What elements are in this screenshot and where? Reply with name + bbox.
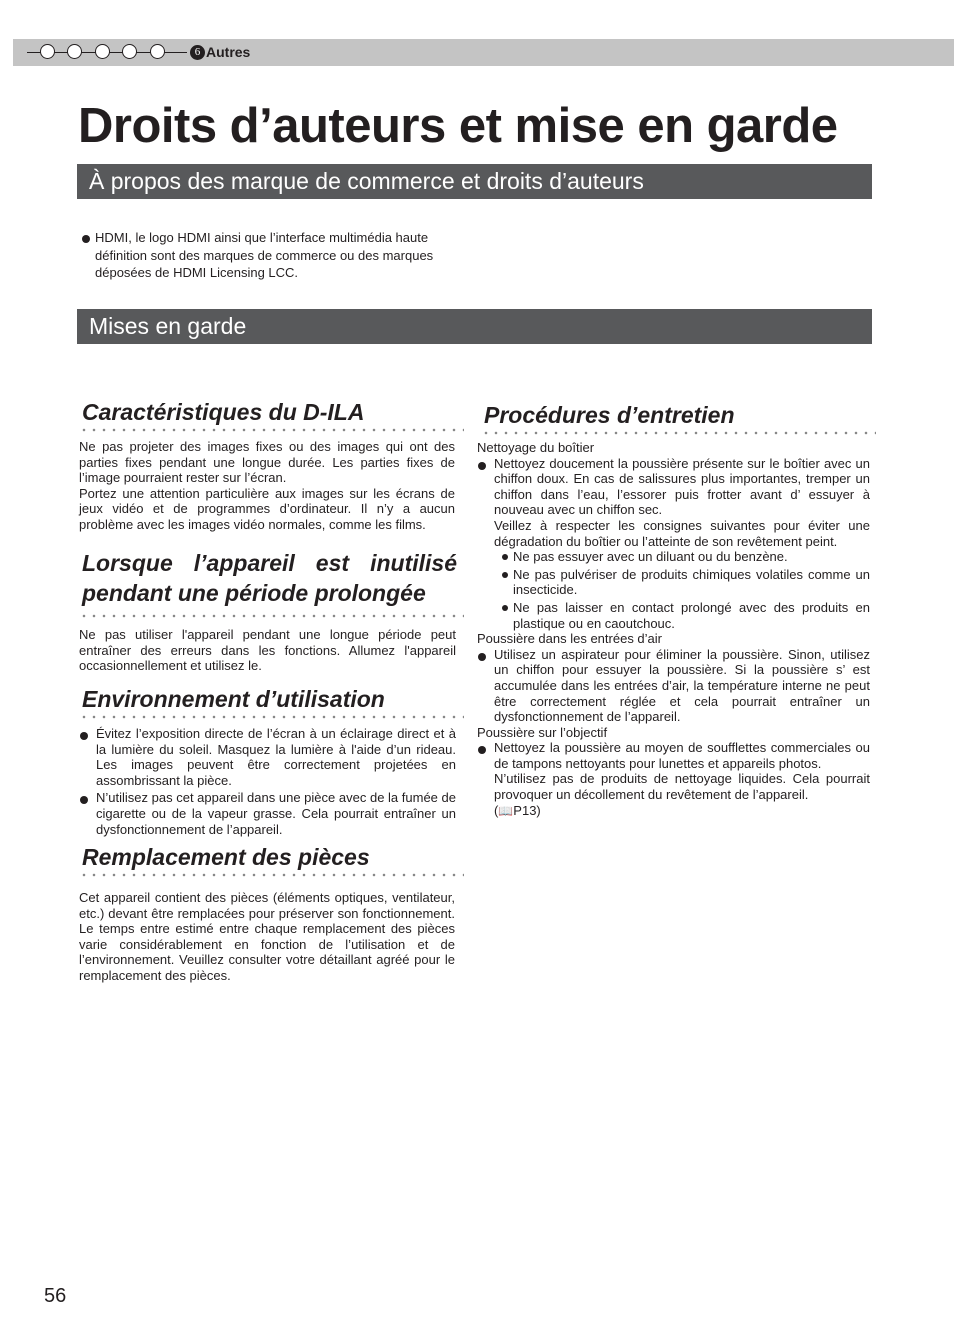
cautions-heading: Mises en garde xyxy=(77,309,872,344)
case-cleaning-bullet xyxy=(477,456,870,550)
parts-paragraph: Cet appareil contient des pièces (éléments optiques, ventilateur, etc.) devant être remplacées pour préserver son fonctionnement. Le temps entre estimé entre chaque remplacement des pièces varie considérablement en fonction de l’utilisation et de l’environnement. Veuillez consulter votre détaillant agréé pour le remplacement des pièces. xyxy=(79,890,455,983)
lens-dust-continuation: N’utilisez pas de produits de nettoyage liquides. Cela pourrait provoquer un décollement du revêtement de l’appareil. xyxy=(494,771,870,803)
chapter-progress-indicator xyxy=(27,44,207,61)
page-number: 56 xyxy=(44,1285,67,1307)
chapter-circle-2 xyxy=(67,44,82,59)
environment-text xyxy=(79,726,456,837)
chapter-circle-1 xyxy=(40,44,55,59)
dila-paragraph-1: Ne pas projeter des images fixes ou des images qui ont des parties fixes pendant une longue durée. Les parties fixes de l’image pourraient rester sur l’écran. xyxy=(79,439,455,486)
unused-text xyxy=(79,627,456,674)
parts-heading: Remplacement des pièces xyxy=(82,844,370,870)
reference-open-paren: ( xyxy=(494,802,499,818)
lens-dust-bullet xyxy=(477,740,870,819)
page-reference xyxy=(494,803,870,820)
case-cleaning-label: Nettoyage du boîtier xyxy=(477,440,595,455)
dotted-divider xyxy=(79,428,464,432)
book-icon: 📖 xyxy=(498,803,514,818)
case-caution-2: Ne pas pulvériser de produits chimiques volatiles comme un insecticide. xyxy=(477,567,870,598)
case-caution-3: Ne pas laisser en contact prolongé avec des produits en plastique ou en caoutchouc. xyxy=(477,600,870,631)
case-cleaning-continuation: Veillez à respecter les consignes suivantes pour éviter une dégradation du boîtier ou l’atteinte de son revêtement peint. xyxy=(494,517,870,549)
dila-heading: Caractéristiques du D-ILA xyxy=(82,399,365,425)
dotted-divider xyxy=(79,614,464,618)
hdmi-notice xyxy=(81,229,471,282)
lens-dust-text: Nettoyez la poussière au moyen de soufflettes commerciales ou de tampons nettoyants pour lunettes et appareils photos. xyxy=(494,740,870,771)
parts-text xyxy=(79,890,455,984)
unused-paragraph: Ne pas utiliser l'appareil pendant une longue période peut entraîner des erreurs dans les fonctions. Allumez l'appareil occasionnellement et utilisez le. xyxy=(79,627,456,674)
chapter-circle-3 xyxy=(95,44,110,59)
case-caution-1: Ne pas essuyer avec un diluant ou du benzène. xyxy=(477,549,870,565)
dotted-divider xyxy=(481,431,876,435)
chapter-circle-5 xyxy=(150,44,165,59)
case-cleaning-text: Nettoyez doucement la poussière présente sur le boîtier avec un chiffon doux. En cas de salissures plus importantes, tremper un chiffon dans l’eau, l’essorer puis frotter avant d’ essuyer à nouveau avec un chiffon sec. xyxy=(494,455,870,518)
dotted-divider xyxy=(79,715,464,719)
dila-paragraph-2: Portez une attention particulière aux images sur les écrans de jeux vidéo et de programmes d’ordinateur. Il n’y a aucun problème avec les images vidéo normales, comme les films. xyxy=(79,485,455,532)
page-title: Droits d’auteurs et mise en garde xyxy=(78,99,838,153)
environment-bullet-1: Évitez l’exposition directe de l’écran à un éclairage direct et à la lumière du soleil. Masquez la lumière à l'aide d’un rideau. Les images peuvent être correctement projetées en assombrissant la pièce. xyxy=(79,726,456,788)
maintenance-text xyxy=(477,440,870,819)
chapter-circle-4 xyxy=(122,44,137,59)
dila-text xyxy=(79,439,455,533)
environment-heading: Environnement d’utilisation xyxy=(82,686,385,712)
trademarks-heading: À propos des marque de commerce et droits d’auteurs xyxy=(77,164,872,199)
hdmi-bullet: HDMI, le logo HDMI ainsi que l’interface multimédia haute définition sont des marques de commerce ou des marques déposées de HDMI Licensing LCC. xyxy=(81,229,471,282)
current-chapter-number: 6 xyxy=(190,45,205,60)
environment-bullet-2: N’utilisez pas cet appareil dans une pièce avec de la fumée de cigarette ou de la vapeur grasse. Cela pourrait entraîner un dysfonctionnement de l’appareil. xyxy=(79,790,456,837)
lens-dust-label: Poussière sur l’objectif xyxy=(477,724,608,740)
chapter-header-bar xyxy=(13,39,954,66)
section-label: Autres xyxy=(206,44,251,60)
maintenance-heading: Procédures d’entretien xyxy=(484,402,735,428)
unused-heading: Lorsque l’appareil est inutilisé pendant une période prolongée xyxy=(82,550,457,606)
reference-page: P13) xyxy=(513,802,541,818)
vent-dust-label: Poussière dans les entrées d’air xyxy=(477,631,662,647)
vent-dust-bullet: Utilisez un aspirateur pour éliminer la poussière. Sinon, utilisez un chiffon pour essuyer la poussière. Si la poussière s’ est accumulée dans les entrées d’air, la température interne ne peut être correctement réglée et cela pourrait entraîner un dysfonctionnement de l’appareil. xyxy=(477,647,870,725)
dotted-divider xyxy=(79,873,464,877)
